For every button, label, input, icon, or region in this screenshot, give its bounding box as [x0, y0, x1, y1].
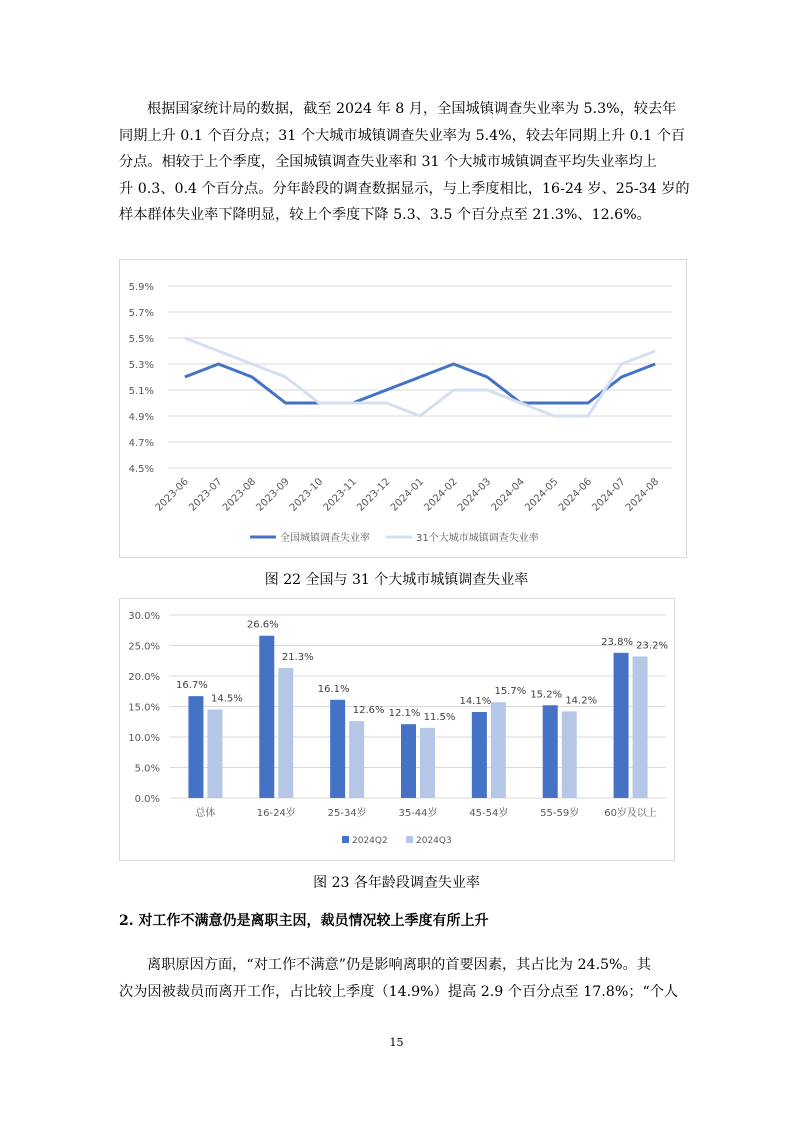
x-tick-label: 2024-07 — [590, 476, 628, 514]
data-label: 23.8% — [601, 636, 633, 648]
x-tick-label: 2023-08 — [220, 476, 259, 514]
y-tick-label: 5.0% — [134, 763, 160, 775]
y-tick-label: 5.3% — [128, 360, 154, 371]
data-label: 16.1% — [317, 683, 350, 695]
x-tick-label: 2024-03 — [455, 476, 494, 514]
y-tick-label: 5.9% — [128, 282, 154, 293]
y-tick-label: 5.5% — [128, 334, 154, 345]
bar — [330, 700, 345, 798]
data-label: 15.2% — [530, 689, 563, 701]
y-tick-label: 5.7% — [128, 308, 154, 319]
page-number: 15 — [389, 1036, 404, 1049]
x-tick-label: 2024-06 — [556, 476, 595, 514]
y-tick-label: 20.0% — [128, 672, 160, 683]
legend-label: 2024Q2 — [352, 836, 388, 846]
x-tick-label: 总体 — [195, 808, 216, 819]
data-label: 15.7% — [494, 686, 527, 698]
bar — [633, 656, 648, 798]
bar-chart-svg — [120, 599, 674, 860]
legend-swatch — [342, 836, 349, 843]
data-label: 14.1% — [459, 695, 492, 707]
legend-label: 全国城镇调查失业率 — [280, 533, 370, 544]
y-tick-label: 4.9% — [128, 412, 154, 423]
y-tick-label: 0.0% — [134, 794, 160, 805]
text-line: 根据国家统计局的数据，截至 2024 年 8 月，全国城镇调查失业率为 5.3%，较去年 — [147, 101, 677, 117]
age-unemployment-bar-chart — [119, 598, 675, 861]
x-tick-label: 2023-09 — [254, 476, 292, 514]
data-label: 21.3% — [281, 652, 314, 664]
text-line: 升 0.3、0.4 个百分点。分年龄段的调查数据显示，与上季度相比，16-24 岁、25-34 岁的 — [119, 180, 690, 197]
x-tick-label: 2024-01 — [388, 476, 427, 514]
text-line: 同期上升 0.1 个百分点；31 个大城市城镇调查失业率为 5.4%，较去年同期上升 0.1 个百 — [119, 127, 686, 144]
x-tick-label: 2023-06 — [153, 476, 191, 514]
y-tick-label: 30.0% — [128, 611, 160, 622]
series-line — [185, 364, 655, 403]
data-label: 14.2% — [565, 695, 598, 707]
bar — [420, 728, 435, 798]
y-tick-label: 15.0% — [128, 702, 160, 714]
bar — [259, 636, 274, 798]
x-tick-label: 2023-07 — [187, 476, 225, 514]
x-tick-label: 2024-02 — [422, 476, 460, 514]
y-tick-label: 4.7% — [128, 438, 154, 449]
bar — [614, 653, 629, 798]
bar — [349, 721, 364, 798]
x-tick-label: 2024-05 — [523, 476, 561, 514]
bar — [491, 702, 506, 798]
y-tick-label: 10.0% — [128, 733, 160, 744]
section-heading: 2. 对工作不满意仍是离职主因，裁员情况较上季度有所上升 — [119, 913, 489, 929]
intro-paragraph — [119, 96, 690, 229]
text-line: 次为因被裁员而离开工作，占比较上季度（14.9%）提高 2.9 个百分点至 17.8%；“个人 — [119, 983, 679, 1000]
y-tick-label: 4.5% — [128, 464, 154, 475]
reasons-paragraph — [119, 952, 679, 1005]
bar — [401, 724, 416, 798]
bar — [278, 668, 293, 798]
figure-22-caption: 图 22 全国与 31 个大城市城镇调查失业率 — [264, 572, 529, 588]
data-label: 14.5% — [211, 693, 243, 705]
text-line: 样本群体失业率下降明显，较上个季度下降 5.3、3.5 个百分点至 21.3%、12.6%。 — [119, 207, 651, 223]
data-label: 11.5% — [423, 711, 456, 723]
legend-label: 31个大城市城镇调查失业率 — [416, 533, 539, 544]
legend-swatch — [406, 836, 413, 843]
y-tick-label: 25.0% — [128, 641, 160, 653]
x-tick-label: 2023-12 — [355, 476, 393, 514]
text-line: 离职原因方面，“对工作不满意”仍是影响离职的首要因素，其占比为 24.5%。其 — [147, 957, 651, 973]
bar — [562, 711, 577, 798]
x-tick-label: 2024-04 — [489, 476, 527, 514]
x-tick-label: 55-59岁 — [540, 808, 580, 819]
legend-label: 2024Q3 — [416, 836, 452, 846]
bar — [188, 696, 203, 798]
y-tick-label: 5.1% — [128, 386, 154, 397]
data-label: 12.6% — [352, 705, 385, 717]
data-label: 16.7% — [176, 680, 208, 692]
bar — [472, 712, 487, 798]
line-chart-svg — [120, 260, 686, 557]
text-line: 分点。相较于上个季度，全国城镇调查失业率和 31 个大城市城镇调查平均失业率均上 — [119, 154, 657, 170]
bar — [207, 710, 222, 798]
x-tick-label: 35-44岁 — [398, 808, 438, 819]
data-label: 26.6% — [246, 619, 279, 631]
figure-23-caption: 图 23 各年龄段调查失业率 — [313, 875, 480, 891]
x-tick-label: 2023-11 — [321, 476, 359, 514]
x-tick-label: 16-24岁 — [256, 808, 296, 819]
unemployment-line-chart — [119, 259, 687, 558]
data-label: 23.2% — [636, 640, 668, 652]
x-tick-label: 25-34岁 — [327, 808, 367, 819]
x-tick-label: 2023-10 — [287, 476, 326, 514]
x-tick-label: 45-54岁 — [469, 808, 509, 819]
bar — [543, 705, 558, 798]
x-tick-label: 2024-08 — [623, 476, 662, 514]
data-label: 12.1% — [388, 708, 421, 720]
x-tick-label: 60岁及以上 — [604, 808, 657, 819]
